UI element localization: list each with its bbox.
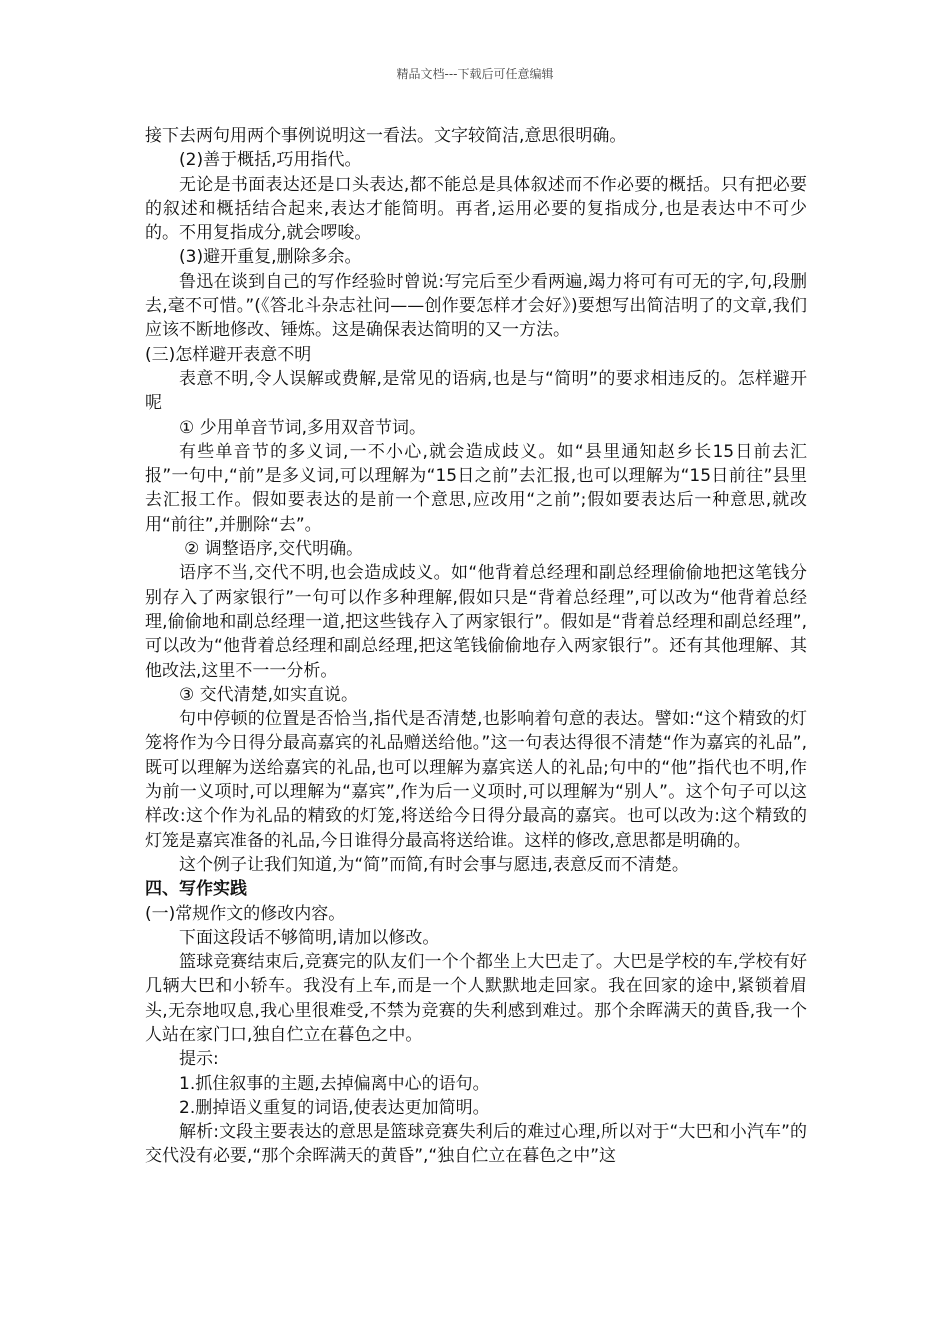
paragraph: 这个例子让我们知道,为“简”而简,有时会事与愿违,表意反而不清楚。 [179,854,689,875]
paragraph: 提示: [179,1049,219,1070]
paragraph: 有些单音节的多义词,一不小心,就会造成歧义。如“县里通知赵乡长15日前去汇报”一句中,“前”是多义词,可以理解为“15日之前”去汇报,也可以理解为“15日前往”县里去汇报工作。假如要表达的是前一个意思,应改用“之前”;假如要表达后一种意思,就改用“前往”,并删除“去”。 [145,441,807,535]
paragraph: 2.删掉语义重复的词语,使表达更加简明。 [179,1097,490,1118]
paragraph: ① 少用单音节词,多用双音节词。 [179,417,427,438]
paragraph: 1.抓住叙事的主题,去掉偏离中心的语句。 [179,1073,490,1094]
paragraph: ② 调整语序,交代明确。 [184,539,364,560]
paragraph: 接下去两句用两个事例说明这一看法。文字较简洁,意思很明确。 [145,126,627,146]
paragraph: 无论是书面表达还是口头表达,都不能总是具体叙述而不作必要的概括。只有把必要的叙述和概括结合起来,表达才能简明。再者,运用必要的复指成分,也是表达中不可少的。不用复指成分,就会啰唆。 [145,174,807,244]
paragraph: 鲁迅在谈到自己的写作经验时曾说:写完后至少看两遍,竭力将可有可无的字,句,段删去,毫不可惜。”(《答北斗杂志社问——创作要怎样才会好》)要想写出简洁明了的文章,我们应该不断地修改、锤炼。这是确保表达简明的又一方法。 [145,271,807,341]
paragraph: (3)避开重复,删除多余。 [179,247,362,268]
paragraph: 篮球竞赛结束后,竞赛完的队友们一个个都坐上大巴走了。大巴是学校的车,学校有好几辆大巴和小轿车。我没有上车,而是一个人默默地走回家。我在回家的途中,紧锁着眉头,无奈地叹息,我心里很难受,不禁为竞赛的失利感到难过。那个余晖满天的黄昏,我一个人站在家门口,独自伫立在暮色之中。 [145,952,807,1045]
paragraph: 下面这段话不够简明,请加以修改。 [179,927,440,948]
page-header: 精品文档---下载后可任意编辑 [396,67,554,81]
paragraph: 表意不明,令人误解或费解,是常见的语病,也是与“简明”的要求相违反的。怎样避开呢 [145,368,807,414]
document-body [145,124,807,1169]
section-heading: 四、写作实践 [145,879,247,900]
paragraph: 语序不当,交代不明,也会造成歧义。如“他背着总经理和副总经理偷偷地把这笔钱分别存入了两家银行”一句可以作多种理解,假如只是“背着总经理”,可以改为“他背着总经理,偷偷地和副总经理一道,把这些钱存入了两家银行”。假如是“背着总经理和副总经理”,可以改为“他背着总经理和副总经理,把这笔钱偷偷地存入两家银行”。还有其他理解、其他改法,这里不一一分析。 [145,563,807,681]
paragraph: ③ 交代清楚,如实直说。 [179,684,359,705]
paragraph: 解析:文段主要表达的意思是篮球竞赛失利后的难过心理,所以对于“大巴和小汽车”的交代没有必要,“那个余晖满天的黄昏”,“独自伫立在暮色之中”这 [145,1122,807,1167]
paragraph: 句中停顿的位置是否恰当,指代是否清楚,也影响着句意的表达。譬如:“这个精致的灯笼将作为今日得分最高嘉宾的礼品赠送给他。”这一句表达得很不清楚“作为嘉宾的礼品”,既可以理解为送给嘉宾的礼品,也可以理解为嘉宾送人的礼品;句中的“他”指代也不明,作为前一义项时,可以理解为“嘉宾”,作为后一义项时,可以理解为“别人”。这个句子可以这样改:这个作为礼品的精致的灯笼,将送给今日得分最高的嘉宾。也可以改为:这个精致的灯笼是嘉宾准备的礼品,今日谁得分最高将送给谁。这样的修改,意思都是明确的。 [145,709,807,851]
paragraph: (一)常规作文的修改内容。 [145,903,346,924]
paragraph: (2)善于概括,巧用指代。 [179,150,362,171]
paragraph: (三)怎样避开表意不明 [145,344,312,365]
